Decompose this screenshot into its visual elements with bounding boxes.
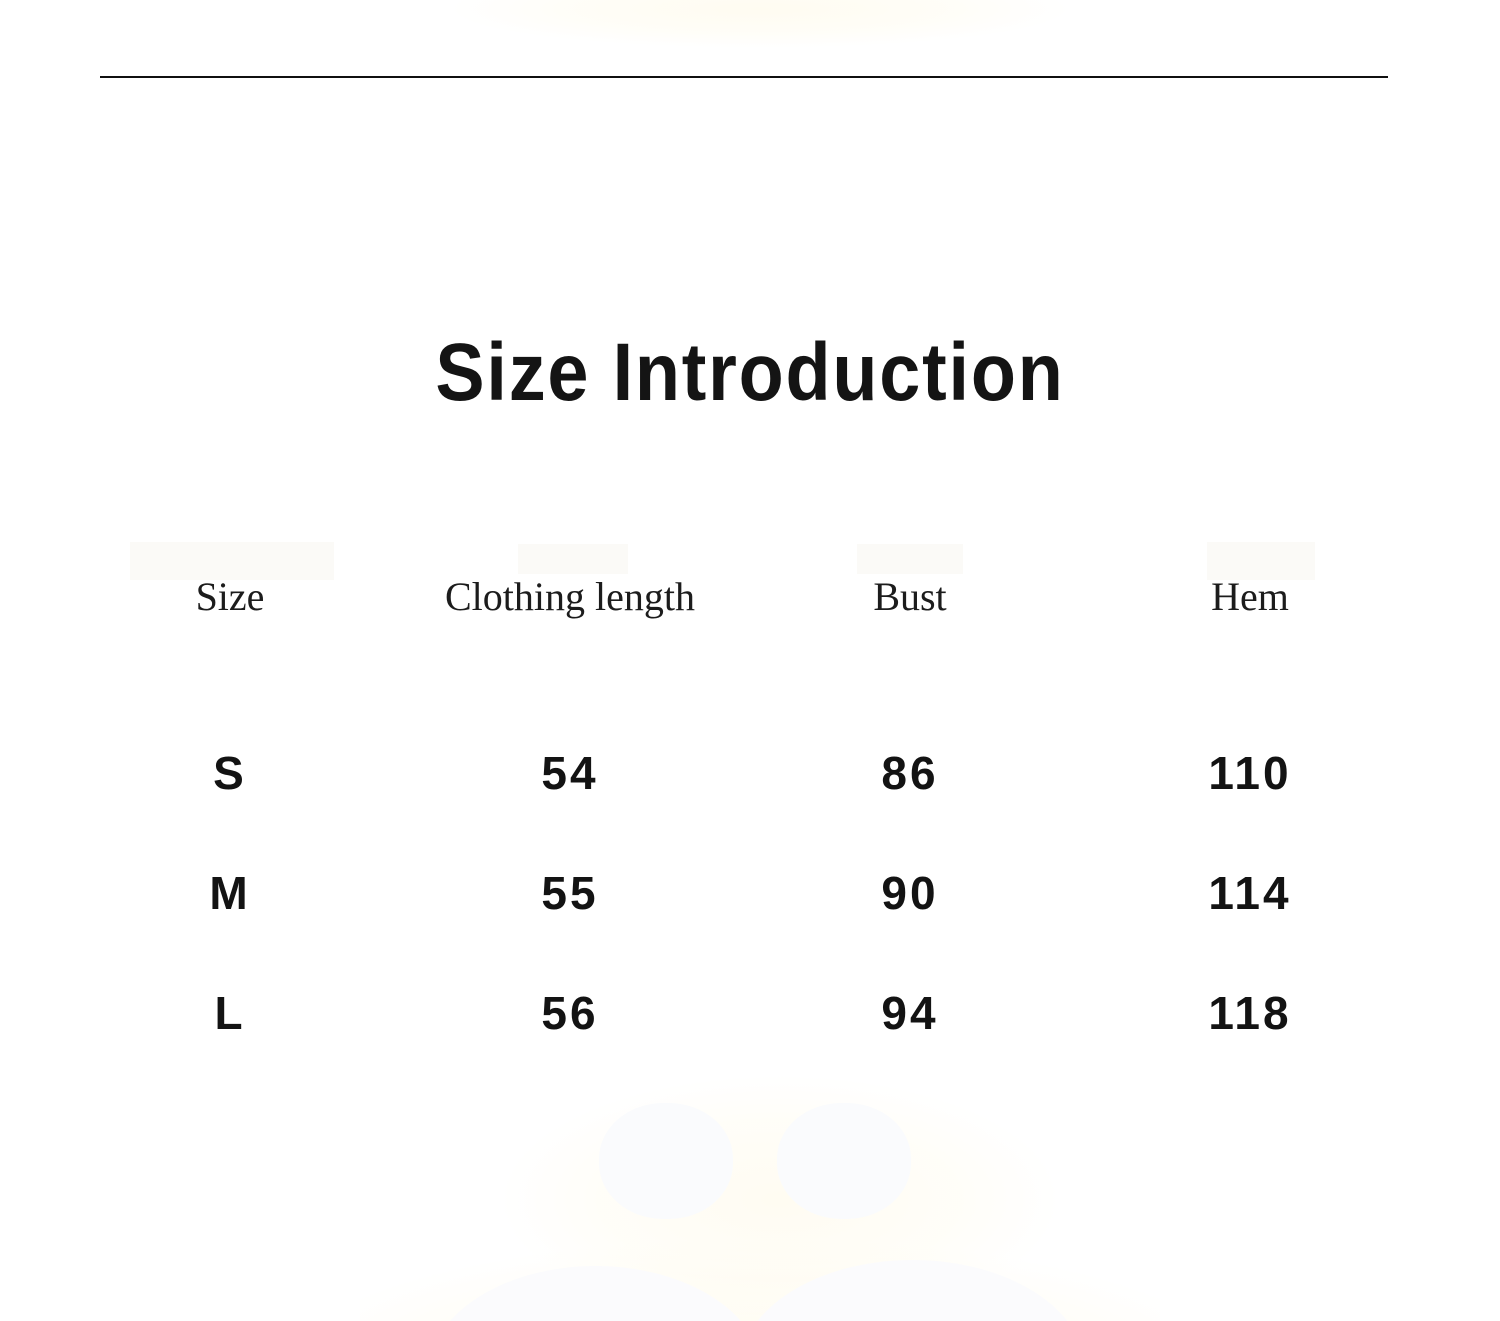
cell-size-label: L [214, 987, 246, 1039]
cell-hem: 114 [1208, 867, 1292, 919]
watermark-top-blob [450, 0, 1070, 48]
table-row-l [60, 973, 1420, 1053]
column-header-bust: Bust [873, 573, 947, 619]
cell-clothing-length: 54 [541, 747, 599, 799]
cell-hem: 118 [1208, 987, 1292, 1039]
page-title: Size Introduction [435, 326, 1065, 418]
cell-size-label: S [213, 747, 247, 799]
table-row-s [60, 733, 1420, 813]
watermark-peak-left [428, 1266, 763, 1321]
cell-clothing-length: 55 [541, 867, 599, 919]
watermark-blob-left [599, 1103, 733, 1219]
table-row-m [60, 853, 1420, 933]
cell-bust: 90 [881, 867, 939, 919]
watermark-bottom-halo [500, 1075, 1060, 1321]
column-header-clothing-length: Clothing length [445, 573, 695, 619]
column-header-hem: Hem [1211, 573, 1289, 619]
cell-clothing-length: 56 [541, 987, 599, 1039]
table-header-row [60, 556, 1420, 636]
watermark-bottom-band [360, 1238, 1160, 1321]
watermark-blob-right [777, 1103, 911, 1219]
column-header-size: Size [195, 573, 265, 619]
cell-bust: 94 [881, 987, 939, 1039]
cell-size-label: M [209, 867, 251, 919]
top-divider-line [100, 76, 1388, 78]
cell-hem: 110 [1208, 747, 1292, 799]
watermark-peak-right [740, 1260, 1085, 1321]
cell-bust: 86 [881, 747, 939, 799]
